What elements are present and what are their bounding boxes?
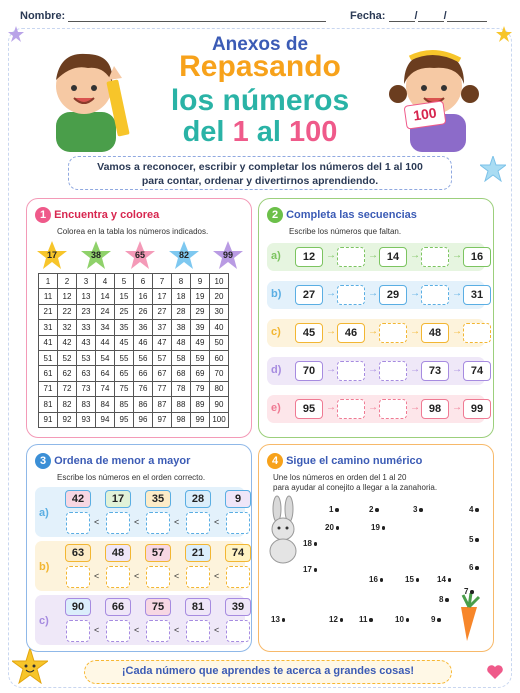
grid-cell[interactable]: 65 xyxy=(115,366,134,381)
grid-cell[interactable]: 72 xyxy=(58,381,77,396)
grid-cell[interactable]: 4 xyxy=(96,274,115,289)
grid-cell[interactable]: 88 xyxy=(172,397,191,412)
order-number: 57 xyxy=(145,544,171,562)
sequence-blank[interactable] xyxy=(337,285,365,305)
section-subtitle: para ayudar al conejito a llegar a la zanahoria. xyxy=(273,483,438,492)
grid-row xyxy=(39,335,229,350)
grid-cell[interactable]: 92 xyxy=(58,412,77,427)
date-field[interactable] xyxy=(350,10,487,22)
date-label: Fecha: xyxy=(350,10,386,22)
grid-cell[interactable]: 3 xyxy=(77,274,96,289)
grid-cell[interactable]: 49 xyxy=(191,335,210,350)
section-title: Encuentra y colorea xyxy=(54,209,160,221)
less-than-sign: < xyxy=(134,517,140,527)
smiling-star-icon xyxy=(12,648,48,684)
sequence-number: 29 xyxy=(379,285,407,305)
path-point[interactable]: 13 xyxy=(271,615,285,624)
path-point[interactable]: 19 xyxy=(371,523,385,532)
grid-cell[interactable]: 82 xyxy=(58,397,77,412)
grid-cell[interactable]: 77 xyxy=(153,381,172,396)
sequence-number: 48 xyxy=(421,323,449,343)
grid-cell[interactable]: 43 xyxy=(77,335,96,350)
grid-cell[interactable]: 56 xyxy=(134,350,153,365)
grid-cell[interactable]: 17 xyxy=(153,289,172,304)
sequence-number: 73 xyxy=(421,361,449,381)
grid-cell[interactable]: 50 xyxy=(210,335,229,350)
sequence-blank[interactable] xyxy=(379,361,407,381)
sequence-number: 12 xyxy=(295,247,323,267)
section-title: Ordena de menor a mayor xyxy=(54,455,191,467)
grid-cell[interactable]: 31 xyxy=(39,320,58,335)
sequence-number: 46 xyxy=(337,323,365,343)
title-anexos: Anexos de xyxy=(211,34,309,55)
sequence-number: 27 xyxy=(295,285,323,305)
grid-cell[interactable]: 15 xyxy=(115,289,134,304)
path-point[interactable]: 18 xyxy=(303,539,317,548)
arrow-right-icon: → xyxy=(326,250,336,261)
arrow-right-icon: → xyxy=(410,288,420,299)
intro-line: Vamos a reconocer, escribir y completar los números del 1 al 100 xyxy=(97,161,423,173)
grid-cell[interactable]: 57 xyxy=(153,350,172,365)
title-word: del xyxy=(182,116,225,148)
grid-cell[interactable]: 60 xyxy=(210,350,229,365)
sequence-number: 95 xyxy=(295,399,323,419)
sequence-blank[interactable] xyxy=(379,323,407,343)
grid-cell[interactable]: 55 xyxy=(115,350,134,365)
section-title: Sigue el camino numérico xyxy=(286,455,423,467)
sequence-blank[interactable] xyxy=(337,361,365,381)
grid-cell[interactable]: 78 xyxy=(172,381,191,396)
grid-cell[interactable]: 81 xyxy=(39,397,58,412)
grid-cell[interactable]: 32 xyxy=(58,320,77,335)
grid-cell[interactable]: 97 xyxy=(153,412,172,427)
grid-cell[interactable]: 90 xyxy=(210,397,229,412)
target-number-star xyxy=(125,241,155,269)
grid-cell[interactable]: 95 xyxy=(115,412,134,427)
bunny-icon xyxy=(263,495,303,565)
title-word: al xyxy=(256,116,281,148)
path-point[interactable]: 15 xyxy=(405,575,419,584)
sequence-row xyxy=(267,395,485,423)
grid-cell[interactable]: 25 xyxy=(115,304,134,319)
section-number: 1 xyxy=(35,207,51,223)
grid-cell[interactable]: 52 xyxy=(58,350,77,365)
grid-cell[interactable]: 94 xyxy=(96,412,115,427)
order-number: 17 xyxy=(105,490,131,508)
less-than-sign: < xyxy=(134,625,140,635)
grid-cell[interactable]: 27 xyxy=(153,304,172,319)
path-point[interactable]: 7 xyxy=(464,587,474,596)
order-number: 9 xyxy=(225,490,251,508)
sequence-number: 45 xyxy=(295,323,323,343)
order-answer-box[interactable] xyxy=(146,512,170,534)
sequence-label: c) xyxy=(271,326,281,338)
grid-cell[interactable]: 37 xyxy=(153,320,172,335)
grid-cell[interactable]: 46 xyxy=(134,335,153,350)
arrow-right-icon: → xyxy=(368,326,378,337)
target-number-label: 65 xyxy=(134,250,145,260)
grid-cell[interactable]: 96 xyxy=(134,412,153,427)
section-subtitle: Colorea en la tabla los números indicados. xyxy=(57,227,209,236)
sequence-number: 16 xyxy=(463,247,491,267)
order-number: 63 xyxy=(65,544,91,562)
path-point[interactable]: 6 xyxy=(469,563,479,572)
grid-cell[interactable]: 23 xyxy=(77,304,96,319)
arrow-right-icon: → xyxy=(452,364,462,375)
grid-cell[interactable]: 68 xyxy=(172,366,191,381)
grid-cell[interactable]: 16 xyxy=(134,289,153,304)
name-label: Nombre: xyxy=(20,10,66,22)
arrow-right-icon: → xyxy=(452,326,462,337)
grid-cell[interactable]: 29 xyxy=(191,304,210,319)
order-answer-box[interactable] xyxy=(106,512,130,534)
section-sequences xyxy=(258,198,494,438)
order-number: 42 xyxy=(65,490,91,508)
intro-box xyxy=(68,156,452,190)
grid-cell[interactable]: 61 xyxy=(39,366,58,381)
grid-cell[interactable]: 79 xyxy=(191,381,210,396)
date-month-line[interactable] xyxy=(418,12,444,22)
grid-cell[interactable]: 47 xyxy=(153,335,172,350)
sequence-blank[interactable] xyxy=(421,285,449,305)
title-del-1-al-100 xyxy=(0,116,520,149)
grid-cell[interactable]: 22 xyxy=(58,304,77,319)
girl-sign-100: 100 xyxy=(404,100,447,129)
less-than-sign: < xyxy=(94,517,100,527)
less-than-sign: < xyxy=(174,571,180,581)
path-point[interactable]: 16 xyxy=(369,575,383,584)
grid-cell[interactable]: 80 xyxy=(210,381,229,396)
arrow-right-icon: → xyxy=(452,288,462,299)
order-number: 28 xyxy=(185,490,211,508)
order-number: 81 xyxy=(185,598,211,616)
order-number: 90 xyxy=(65,598,91,616)
section-title: Completa las secuencias xyxy=(286,209,417,221)
grid-cell[interactable]: 13 xyxy=(77,289,96,304)
grid-cell[interactable]: 76 xyxy=(134,381,153,396)
date-day-line[interactable] xyxy=(389,12,415,22)
order-number: 74 xyxy=(225,544,251,562)
sequence-blank[interactable] xyxy=(379,399,407,419)
section-subtitle: Une los números en orden del 1 al 20 xyxy=(273,473,407,482)
sequence-label: d) xyxy=(271,364,282,376)
arrow-right-icon: → xyxy=(410,402,420,413)
path-point[interactable]: 1 xyxy=(329,505,339,514)
less-than-sign: < xyxy=(94,625,100,635)
sequence-number: 74 xyxy=(463,361,491,381)
grid-cell[interactable]: 10 xyxy=(210,274,229,289)
arrow-right-icon: → xyxy=(368,402,378,413)
grid-cell[interactable]: 42 xyxy=(58,335,77,350)
order-number: 21 xyxy=(185,544,211,562)
grid-cell[interactable]: 11 xyxy=(39,289,58,304)
grid-row xyxy=(39,289,229,304)
grid-cell[interactable]: 58 xyxy=(172,350,191,365)
grid-row xyxy=(39,381,229,396)
grid-cell[interactable]: 85 xyxy=(115,397,134,412)
title-number: 1 xyxy=(232,116,249,148)
arrow-right-icon: → xyxy=(452,402,462,413)
order-answer-box[interactable] xyxy=(66,566,90,588)
sequence-number: 31 xyxy=(463,285,491,305)
carrot-icon xyxy=(451,593,487,643)
intro-line: para contar, ordenar y divertirnos aprendiendo. xyxy=(141,175,379,187)
path-point[interactable]: 4 xyxy=(469,505,479,514)
target-number-star xyxy=(81,241,111,269)
grid-cell[interactable]: 30 xyxy=(210,304,229,319)
order-answer-box[interactable] xyxy=(186,620,210,642)
grid-cell[interactable]: 70 xyxy=(210,366,229,381)
order-label: c) xyxy=(39,615,49,627)
grid-cell[interactable]: 9 xyxy=(191,274,210,289)
grid-cell[interactable]: 34 xyxy=(96,320,115,335)
grid-cell[interactable]: 2 xyxy=(58,274,77,289)
target-number-label: 82 xyxy=(178,250,189,260)
grid-cell[interactable]: 89 xyxy=(191,397,210,412)
grid-cell[interactable]: 59 xyxy=(191,350,210,365)
grid-cell[interactable]: 75 xyxy=(115,381,134,396)
path-point[interactable]: 8 xyxy=(439,595,449,604)
grid-row xyxy=(39,412,229,427)
grid-cell[interactable]: 83 xyxy=(77,397,96,412)
grid-cell[interactable]: 66 xyxy=(134,366,153,381)
order-answer-box[interactable] xyxy=(226,620,250,642)
grid-cell[interactable]: 35 xyxy=(115,320,134,335)
grid-cell[interactable]: 63 xyxy=(77,366,96,381)
less-than-sign: < xyxy=(94,571,100,581)
grid-cell[interactable]: 26 xyxy=(134,304,153,319)
order-answer-box[interactable] xyxy=(226,566,250,588)
grid-cell[interactable]: 48 xyxy=(172,335,191,350)
section-order xyxy=(26,444,252,652)
sequence-row xyxy=(267,243,485,271)
target-number-label: 99 xyxy=(222,250,233,260)
grid-cell[interactable]: 74 xyxy=(96,381,115,396)
grid-cell[interactable]: 12 xyxy=(58,289,77,304)
arrow-right-icon: → xyxy=(410,326,420,337)
arrow-right-icon: → xyxy=(368,288,378,299)
name-field[interactable] xyxy=(20,10,326,22)
target-number-star xyxy=(213,241,243,269)
target-number-star xyxy=(169,241,199,269)
order-answer-box[interactable] xyxy=(66,620,90,642)
section-number: 3 xyxy=(35,453,51,469)
grid-cell[interactable]: 69 xyxy=(191,366,210,381)
grid-cell[interactable]: 19 xyxy=(191,289,210,304)
sequence-row xyxy=(267,319,485,347)
path-point[interactable]: 9 xyxy=(431,615,441,624)
grid-row xyxy=(39,397,229,412)
arrow-right-icon: → xyxy=(368,364,378,375)
arrow-right-icon: → xyxy=(410,364,420,375)
footer-message: ¡Cada número que aprendes te acerca a grandes cosas! xyxy=(84,660,452,684)
grid-cell[interactable]: 87 xyxy=(153,397,172,412)
date-separator: / xyxy=(414,10,418,22)
arrow-right-icon: → xyxy=(410,250,420,261)
less-than-sign: < xyxy=(214,625,220,635)
order-number: 75 xyxy=(145,598,171,616)
name-line[interactable] xyxy=(68,12,326,22)
section-number: 4 xyxy=(267,453,283,469)
date-separator: / xyxy=(443,10,447,22)
section-subtitle: Escribe los números que faltan. xyxy=(289,227,402,236)
grid-row xyxy=(39,350,229,365)
sequence-number: 98 xyxy=(421,399,449,419)
grid-cell[interactable]: 21 xyxy=(39,304,58,319)
grid-cell[interactable]: 1 xyxy=(39,274,58,289)
path-point[interactable]: 14 xyxy=(437,575,451,584)
grid-row xyxy=(39,274,229,289)
grid-cell[interactable]: 99 xyxy=(191,412,210,427)
title-repasando: Repasando xyxy=(179,50,341,83)
grid-cell[interactable]: 73 xyxy=(77,381,96,396)
path-point[interactable]: 2 xyxy=(369,505,379,514)
grid-cell[interactable]: 14 xyxy=(96,289,115,304)
order-answer-box[interactable] xyxy=(226,512,250,534)
sequence-blank[interactable] xyxy=(421,247,449,267)
sequence-number: 99 xyxy=(463,399,491,419)
star-icon xyxy=(480,156,506,182)
sequence-number: 70 xyxy=(295,361,323,381)
order-row xyxy=(35,595,245,645)
arrow-right-icon: → xyxy=(326,326,336,337)
order-answer-box[interactable] xyxy=(186,566,210,588)
target-number-label: 38 xyxy=(90,250,101,260)
sequence-blank[interactable] xyxy=(463,323,491,343)
grid-cell[interactable]: 33 xyxy=(77,320,96,335)
grid-cell[interactable]: 67 xyxy=(153,366,172,381)
grid-cell[interactable]: 84 xyxy=(96,397,115,412)
grid-row xyxy=(39,366,229,381)
order-row xyxy=(35,487,245,537)
grid-cell[interactable]: 98 xyxy=(172,412,191,427)
sequence-blank[interactable] xyxy=(337,247,365,267)
grid-cell[interactable]: 100 xyxy=(210,412,229,427)
date-year-line[interactable] xyxy=(447,12,487,22)
section-find-color xyxy=(26,198,252,438)
section-subtitle: Escribe los números en el orden correcto. xyxy=(57,473,206,482)
less-than-sign: < xyxy=(174,625,180,635)
grid-cell[interactable]: 93 xyxy=(77,412,96,427)
title-number: 100 xyxy=(289,116,338,148)
grid-cell[interactable]: 18 xyxy=(172,289,191,304)
grid-cell[interactable]: 51 xyxy=(39,350,58,365)
less-than-sign: < xyxy=(214,571,220,581)
arrow-right-icon: → xyxy=(326,288,336,299)
sequence-label: b) xyxy=(271,288,282,300)
grid-cell[interactable]: 36 xyxy=(134,320,153,335)
arrow-right-icon: → xyxy=(452,250,462,261)
order-answer-box[interactable] xyxy=(146,620,170,642)
order-number: 66 xyxy=(105,598,131,616)
section-number-path xyxy=(258,444,494,652)
order-answer-box[interactable] xyxy=(106,620,130,642)
less-than-sign: < xyxy=(174,517,180,527)
grid-cell[interactable]: 7 xyxy=(153,274,172,289)
sequence-label: e) xyxy=(271,402,281,414)
grid-cell[interactable]: 44 xyxy=(96,335,115,350)
path-point[interactable]: 11 xyxy=(359,615,373,624)
order-answer-box[interactable] xyxy=(186,512,210,534)
grid-cell[interactable]: 41 xyxy=(39,335,58,350)
path-point[interactable]: 3 xyxy=(413,505,423,514)
path-point[interactable]: 10 xyxy=(395,615,409,624)
grid-cell[interactable]: 54 xyxy=(96,350,115,365)
grid-row xyxy=(39,320,229,335)
grid-cell[interactable]: 45 xyxy=(115,335,134,350)
order-label: b) xyxy=(39,561,50,573)
order-number: 48 xyxy=(105,544,131,562)
title-los-numeros: los números xyxy=(170,84,350,117)
heart-icon xyxy=(486,664,504,680)
grid-cell[interactable]: 62 xyxy=(58,366,77,381)
grid-cell[interactable]: 71 xyxy=(39,381,58,396)
order-answer-box[interactable] xyxy=(66,512,90,534)
sequence-row xyxy=(267,357,485,385)
grid-cell[interactable]: 28 xyxy=(172,304,191,319)
arrow-right-icon: → xyxy=(368,250,378,261)
path-point[interactable]: 17 xyxy=(303,565,317,574)
path-point[interactable]: 5 xyxy=(469,535,479,544)
order-number: 39 xyxy=(225,598,251,616)
grid-cell[interactable]: 39 xyxy=(191,320,210,335)
order-answer-box[interactable] xyxy=(146,566,170,588)
sequence-row xyxy=(267,281,485,309)
grid-cell[interactable]: 8 xyxy=(172,274,191,289)
grid-cell[interactable]: 40 xyxy=(210,320,229,335)
grid-cell[interactable]: 24 xyxy=(96,304,115,319)
sequence-number: 14 xyxy=(379,247,407,267)
grid-cell[interactable]: 5 xyxy=(115,274,134,289)
sequence-blank[interactable] xyxy=(337,399,365,419)
arrow-right-icon: → xyxy=(326,364,336,375)
order-answer-box[interactable] xyxy=(106,566,130,588)
path-point[interactable]: 20 xyxy=(325,523,339,532)
grid-cell[interactable]: 86 xyxy=(134,397,153,412)
order-number: 35 xyxy=(145,490,171,508)
less-than-sign: < xyxy=(214,517,220,527)
grid-cell[interactable]: 20 xyxy=(210,289,229,304)
target-number-label: 17 xyxy=(46,250,57,260)
grid-row xyxy=(39,304,229,319)
arrow-right-icon: → xyxy=(326,402,336,413)
grid-cell[interactable]: 91 xyxy=(39,412,58,427)
target-number-star xyxy=(37,241,67,269)
sequence-label: a) xyxy=(271,250,281,262)
numbers-table-1-100 xyxy=(38,273,229,428)
grid-cell[interactable]: 64 xyxy=(96,366,115,381)
grid-cell[interactable]: 53 xyxy=(77,350,96,365)
grid-cell[interactable]: 38 xyxy=(172,320,191,335)
order-label: a) xyxy=(39,507,49,519)
grid-cell[interactable]: 6 xyxy=(134,274,153,289)
section-number: 2 xyxy=(267,207,283,223)
path-point[interactable]: 12 xyxy=(329,615,343,624)
order-row xyxy=(35,541,245,591)
less-than-sign: < xyxy=(134,571,140,581)
